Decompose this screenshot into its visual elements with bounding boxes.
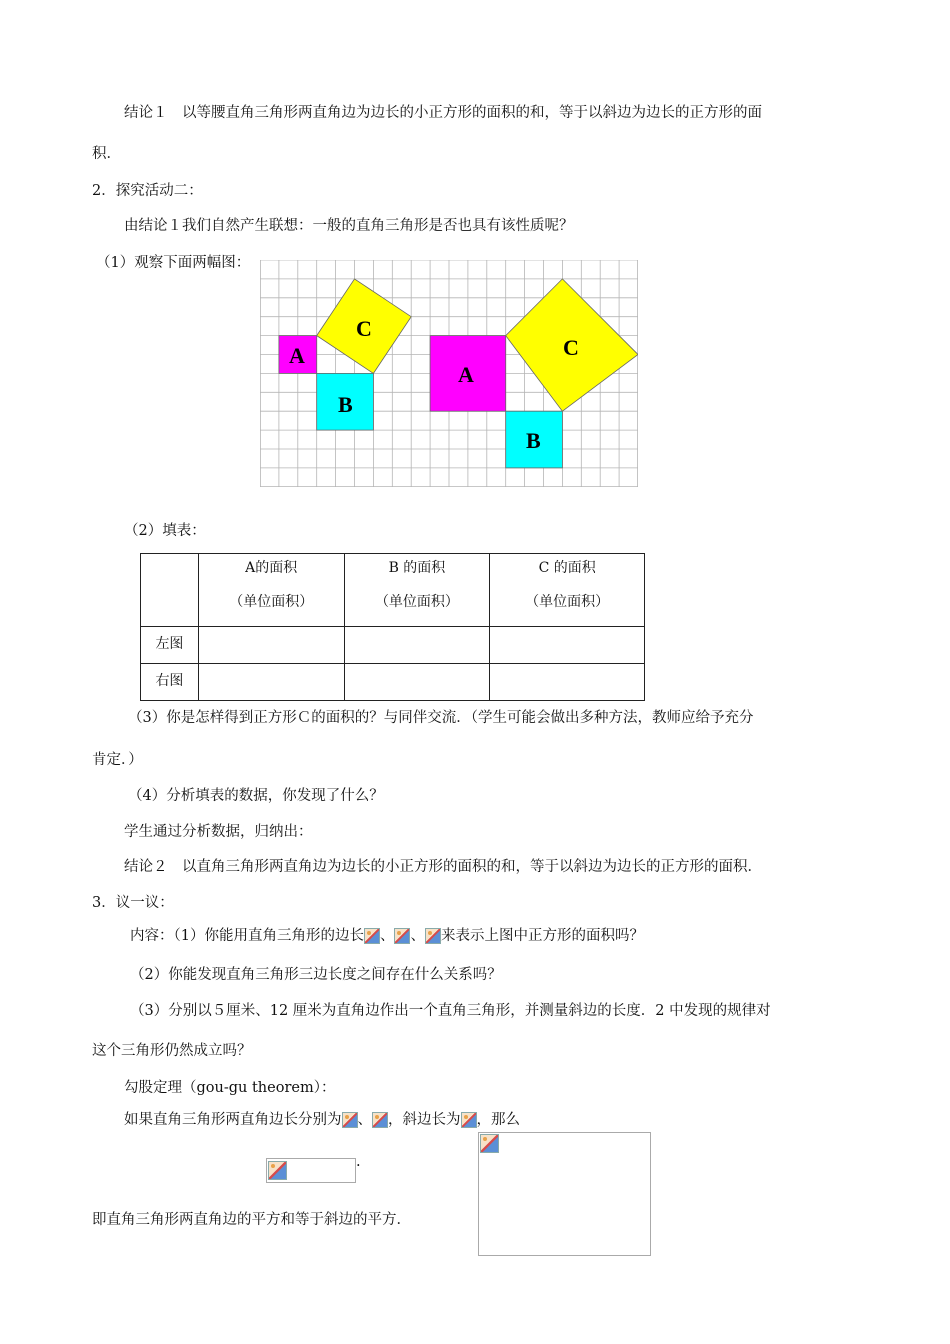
- formula-image-icon: [364, 928, 380, 944]
- content-suffix: 来表示上图中正方形的面积吗？: [440, 928, 644, 944]
- theorem-title: 勾股定理（gou-gu theorem）：: [124, 1080, 336, 1096]
- section3-q2: （2）你能发现直角三角形三边长度之间存在什么关系吗？: [130, 967, 502, 983]
- formula-box: [266, 1158, 356, 1183]
- content-prefix: 内容：（1）你能用直角三角形的边长: [130, 928, 364, 944]
- formula-image-icon: [342, 1112, 358, 1128]
- table-corner-cell: [141, 554, 199, 627]
- theorem-closing: 即直角三角形两直角边的平方和等于斜边的平方．: [92, 1212, 411, 1228]
- cell-left-a[interactable]: [198, 627, 344, 664]
- conclusion1-line1: 结论１ 以等腰直角三角形两直角边为边长的小正方形的面积的和，等于以斜边为边长的正方形的面: [124, 105, 762, 121]
- table-header-b: [344, 554, 490, 627]
- formula-image-icon: [461, 1112, 477, 1128]
- section3-q3-line2: 这个三角形仍然成立吗？: [92, 1043, 252, 1059]
- statement-prefix: 如果直角三角形两直角边长分别为: [124, 1112, 342, 1128]
- fill-table: [140, 553, 645, 701]
- section3-content: [130, 926, 644, 946]
- formula-image-icon: [425, 928, 441, 944]
- statement-mid: ，斜边长为: [388, 1112, 461, 1128]
- step3-line2: 肯定．）: [92, 752, 143, 768]
- row-label-right: 右图: [141, 664, 199, 701]
- formula-image-icon: [268, 1161, 287, 1180]
- header-c-unit: （单位面积）: [525, 594, 610, 610]
- header-c-name: C 的面积: [538, 560, 596, 576]
- squares-grid-figure: [260, 260, 638, 487]
- summary-intro: 学生通过分析数据，归纳出：: [124, 824, 313, 840]
- section2-heading: 2．探究活动二：: [92, 183, 203, 199]
- left-label-b: B: [338, 392, 353, 417]
- section3-heading: 3．议一议：: [92, 895, 174, 911]
- cell-right-b[interactable]: [344, 664, 490, 701]
- cell-right-c[interactable]: [490, 664, 645, 701]
- left-label-c: C: [356, 316, 372, 341]
- table-header-a: [198, 554, 344, 627]
- formula-image-icon: [394, 928, 410, 944]
- theorem-statement: [124, 1110, 520, 1130]
- separator: 、: [357, 1112, 372, 1128]
- formula-image-icon: [372, 1112, 388, 1128]
- step1-text: （1）观察下面两幅图：: [96, 255, 251, 271]
- header-a-unit: （单位面积）: [229, 594, 314, 610]
- section2-question: 由结论１我们自然产生联想：一般的直角三角形是否也具有该性质呢？: [124, 218, 574, 234]
- right-label-c: C: [563, 335, 579, 360]
- statement-suffix: ，那么: [476, 1112, 520, 1128]
- cell-right-a[interactable]: [198, 664, 344, 701]
- header-b-unit: （单位面积）: [374, 594, 459, 610]
- formula-period: .: [356, 1154, 361, 1170]
- step3-line1: （3）你是怎样得到正方形Ｃ的面积的？与同伴交流．（学生可能会做出多种方法，教师应给予充分: [128, 710, 754, 726]
- table-row: [141, 664, 645, 701]
- row-label-left: 左图: [141, 627, 199, 664]
- cell-left-c[interactable]: [490, 627, 645, 664]
- conclusion2-text: 结论２ 以直角三角形两直角边为边长的小正方形的面积的和，等于以斜边为边长的正方形的面积．: [124, 859, 762, 875]
- cell-left-b[interactable]: [344, 627, 490, 664]
- right-label-b: B: [526, 428, 541, 453]
- conclusion1-line2: 积．: [92, 146, 121, 162]
- separator: 、: [379, 928, 395, 944]
- section3-q3-line1: （3）分别以５厘米、12 厘米为直角边作出一个直角三角形，并测量斜边的长度．2 中发现的规律对: [130, 1003, 771, 1019]
- header-a-name: A的面积: [245, 560, 298, 576]
- step4-text: （4）分析填表的数据，你发现了什么？: [128, 788, 384, 804]
- diagram-image-box: [478, 1132, 651, 1256]
- table-row: [141, 627, 645, 664]
- diagram-image-icon: [480, 1134, 499, 1153]
- left-label-a: A: [289, 343, 305, 368]
- separator: 、: [410, 928, 425, 944]
- table-header-c: [490, 554, 645, 627]
- header-b-name: B 的面积: [388, 560, 446, 576]
- right-label-a: A: [458, 362, 474, 387]
- step2-text: （2）填表：: [124, 523, 206, 539]
